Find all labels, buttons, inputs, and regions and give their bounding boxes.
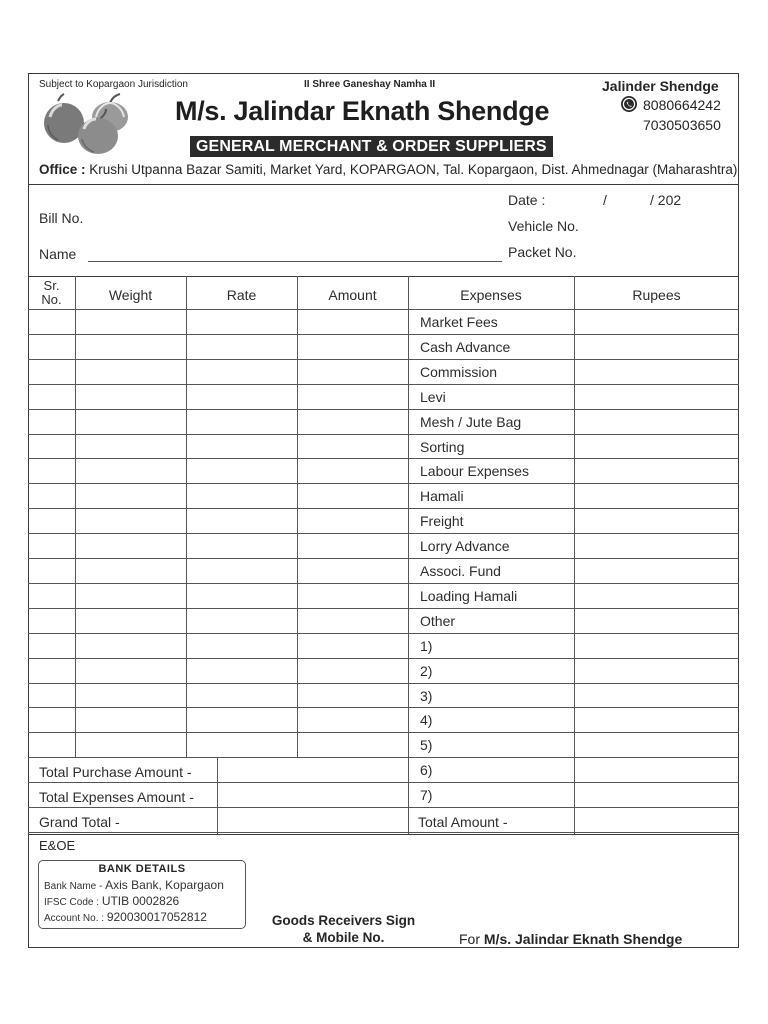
table-column-divider <box>186 276 187 757</box>
table-column-divider <box>297 276 298 757</box>
firm-name-title: M/s. Jalindar Eknath Shendge <box>175 96 550 126</box>
header-divider <box>28 184 739 185</box>
date-year: / 202 <box>650 192 682 208</box>
bank-name-row <box>44 878 224 892</box>
table-row-divider <box>28 658 739 659</box>
date-label: Date : <box>508 192 546 208</box>
table-row-divider <box>28 732 739 733</box>
table-row-divider <box>28 707 739 708</box>
for-label: For <box>459 931 480 947</box>
ifsc-row <box>44 894 179 908</box>
receiver-sign-line-1: Goods Receivers Sign <box>271 913 416 928</box>
table-row-divider <box>28 508 739 509</box>
tagline-banner: GENERAL MERCHANT & ORDER SUPPLIERS <box>190 136 553 157</box>
table-row-divider <box>28 757 739 758</box>
bill-frame <box>28 73 739 948</box>
table-top-border <box>28 276 739 277</box>
jurisdiction-text: Subject to Kopargaon Jurisdiction <box>39 79 188 90</box>
expense-item-label: Market Fees <box>420 314 498 330</box>
expense-item-label: Freight <box>420 513 464 530</box>
expense-item-label: Associ. Fund <box>420 563 501 579</box>
receiver-sign-block <box>256 912 431 946</box>
expense-item-label: 2) <box>420 662 433 679</box>
col-header-sr-no: Sr. No. <box>41 278 62 307</box>
expense-item-label: Lorry Advance <box>420 538 510 555</box>
table-column-divider <box>574 276 575 834</box>
total-amount-label: Total Amount - <box>418 814 508 830</box>
expense-item-label: Sorting <box>420 438 465 455</box>
packet-no-label: Packet No. <box>508 244 577 260</box>
name-field[interactable] <box>88 261 502 262</box>
office-address-line <box>39 162 737 177</box>
table-row-divider <box>28 807 739 808</box>
table-bottom-border <box>28 834 739 835</box>
expense-item-label: Commission <box>420 363 498 380</box>
table-row-divider <box>28 633 739 634</box>
table-row-divider <box>28 359 739 360</box>
total-purchase-label: Total Purchase Amount - <box>39 764 192 780</box>
grand-total-label: Grand Total - <box>39 814 120 830</box>
ifsc-label: IFSC Code : <box>44 897 102 908</box>
table-row-divider <box>28 533 739 534</box>
expense-item-label: Labour Expenses <box>420 463 529 480</box>
office-address: Krushi Utpanna Bazar Samiti, Market Yard, KOPARGAON, Tal. Kopargaon, Dist. Ahmednagar (Maharashtra) <box>89 162 738 177</box>
expense-item-label: 5) <box>420 737 433 754</box>
expense-item-label: Hamali <box>420 488 464 505</box>
expense-item-label: 6) <box>420 762 433 779</box>
eoe-text: E&OE <box>39 838 76 853</box>
account-label: Account No. : <box>44 913 107 924</box>
phone-number-2: 7030503650 <box>643 117 721 133</box>
expense-item-label: 1) <box>420 637 433 654</box>
ifsc-value: UTIB 0002826 <box>101 894 180 908</box>
expense-item-label: Loading Hamali <box>420 587 518 604</box>
for-firm-signature <box>459 931 682 947</box>
expense-item-label: Mesh / Jute Bag <box>420 413 522 430</box>
bank-details-title: BANK DETAILS <box>98 863 186 875</box>
expense-item-label: Levi <box>420 388 446 405</box>
bank-name-label: Bank Name - <box>44 881 106 892</box>
vehicle-no-label: Vehicle No. <box>508 218 579 234</box>
expense-item-label: 4) <box>420 712 433 729</box>
table-row-divider <box>28 434 739 435</box>
date-separator: / <box>603 192 607 208</box>
table-column-divider <box>408 276 409 834</box>
account-value: 920030017052812 <box>106 910 207 924</box>
table-row-divider <box>28 782 739 783</box>
table-row-divider <box>28 458 739 459</box>
onion-logo <box>40 93 135 157</box>
expense-item-label: Other <box>420 612 456 629</box>
name-label: Name <box>39 246 77 262</box>
table-row-divider <box>28 683 739 684</box>
for-firm-name: M/s. Jalindar Eknath Shendge <box>483 931 683 947</box>
phone-number-1: 8080664242 <box>643 97 721 113</box>
proprietor-name: Jalinder Shendge <box>602 78 719 94</box>
account-row <box>44 910 207 924</box>
table-row-divider <box>28 334 739 335</box>
table-row-divider <box>28 832 739 833</box>
whatsapp-icon <box>620 95 638 113</box>
receiver-sign-line-2: & Mobile No. <box>302 930 385 945</box>
col-header-weight: Weight <box>108 287 153 303</box>
table-header-divider <box>28 309 739 310</box>
expense-item-label: Cash Advance <box>420 338 511 355</box>
table-row-divider <box>28 608 739 609</box>
table-row-divider <box>28 483 739 484</box>
table-row-divider <box>28 384 739 385</box>
table-row-divider <box>28 409 739 410</box>
table-row-divider <box>28 558 739 559</box>
col-header-amount: Amount <box>328 287 377 303</box>
col-header-rate: Rate <box>226 287 257 303</box>
bank-name-value: Axis Bank, Kopargaon <box>105 878 224 892</box>
total-expenses-label: Total Expenses Amount - <box>39 789 194 805</box>
table-row-divider <box>28 583 739 584</box>
totals-column-divider <box>217 757 218 834</box>
table-column-divider <box>75 276 76 757</box>
expense-item-label: 7) <box>420 787 433 804</box>
office-label: Office : <box>39 162 86 177</box>
expense-item-label: 3) <box>420 687 433 704</box>
col-header-rupees: Rupees <box>632 287 681 303</box>
bill-no-label: Bill No. <box>39 210 84 226</box>
col-header-expenses: Expenses <box>460 287 522 303</box>
invocation-text: II Shree Ganeshay Namha II <box>304 79 436 90</box>
